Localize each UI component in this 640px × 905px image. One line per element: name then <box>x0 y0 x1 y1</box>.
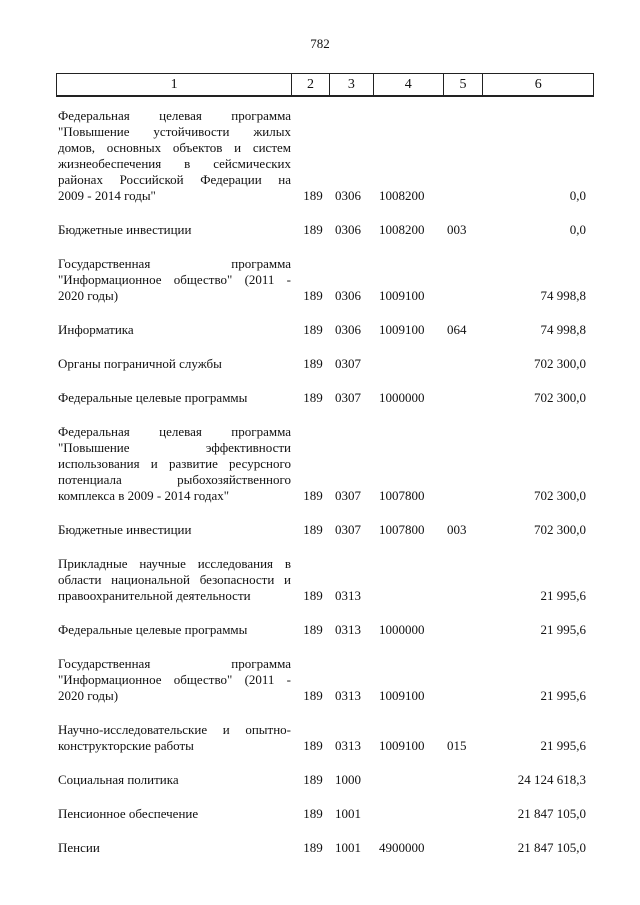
row-col-2: 189 <box>303 488 323 503</box>
table-row <box>58 222 586 238</box>
row-col-6: 21 995,6 <box>540 688 586 703</box>
table-row <box>58 108 586 204</box>
row-name-line: 2020 годы) <box>58 688 119 703</box>
row-name-line: 2020 годы) <box>58 288 119 303</box>
row-col-4: 1008200 <box>379 188 425 203</box>
row-col-6: 702 300,0 <box>534 390 586 405</box>
row-name <box>58 356 291 372</box>
row-name-line: потенциала рыбохозяйственного <box>58 472 291 487</box>
row-col-6: 21 995,6 <box>540 588 586 603</box>
row-col-3: 0306 <box>335 288 361 303</box>
row-col-2: 189 <box>303 390 323 405</box>
row-col-4: 1000000 <box>379 622 425 637</box>
table-row <box>58 772 586 788</box>
row-name-line: 2009 - 2014 годы" <box>58 188 156 203</box>
header-col-6: 6 <box>534 76 542 92</box>
row-col-2: 189 <box>303 772 323 787</box>
row-col-5: 015 <box>447 738 467 753</box>
table-row <box>58 806 586 822</box>
row-col-5: 003 <box>447 222 467 237</box>
row-col-3: 0307 <box>335 356 361 371</box>
row-col-2: 189 <box>303 622 323 637</box>
table-row <box>58 556 586 604</box>
row-col-6: 21 847 105,0 <box>517 840 586 855</box>
row-col-6: 21 847 105,0 <box>517 806 586 821</box>
row-col-3: 1001 <box>335 840 361 855</box>
table-row <box>58 840 586 856</box>
row-col-3: 0313 <box>335 738 361 753</box>
row-col-6: 0,0 <box>569 188 586 203</box>
row-name <box>58 322 291 338</box>
row-col-4: 1007800 <box>379 522 425 537</box>
row-col-3: 0313 <box>335 588 361 603</box>
row-name-line: Федеральные целевые программы <box>58 622 248 637</box>
row-col-2: 189 <box>303 222 323 237</box>
row-col-2: 189 <box>303 688 323 703</box>
row-name-line: Бюджетные инвестиции <box>58 222 192 237</box>
row-col-2: 189 <box>303 588 323 603</box>
row-col-6: 702 300,0 <box>534 488 586 503</box>
row-name <box>58 772 291 788</box>
row-name <box>58 840 291 856</box>
row-name-line: Социальная политика <box>58 772 179 787</box>
row-name-line: "Повышение устойчивости жилых <box>58 124 291 139</box>
row-name-line: комплекса в 2009 - 2014 годах" <box>58 488 230 503</box>
row-col-2: 189 <box>303 840 323 855</box>
row-col-2: 189 <box>303 738 323 753</box>
row-col-2: 189 <box>303 356 323 371</box>
row-col-3: 0306 <box>335 222 361 237</box>
row-name-line: Бюджетные инвестиции <box>58 522 192 537</box>
row-col-2: 189 <box>303 322 323 337</box>
row-name-line: "Информационное общество" (2011 - <box>58 272 291 287</box>
row-col-4: 1009100 <box>379 688 425 703</box>
row-col-6: 74 998,8 <box>540 288 586 303</box>
row-col-3: 1001 <box>335 806 361 821</box>
table-row <box>58 424 586 504</box>
row-name-line: Федеральные целевые программы <box>58 390 248 405</box>
row-col-4: 1009100 <box>379 738 425 753</box>
row-name <box>58 522 291 538</box>
row-col-6: 24 124 618,3 <box>517 772 586 787</box>
row-col-2: 189 <box>303 522 323 537</box>
table-row <box>58 622 586 638</box>
row-col-3: 0313 <box>335 622 361 637</box>
row-name <box>58 222 291 238</box>
page-number: 782 <box>310 36 330 51</box>
row-col-4: 1000000 <box>379 390 425 405</box>
row-name <box>58 722 291 754</box>
row-name <box>58 556 291 604</box>
row-col-4: 1009100 <box>379 288 425 303</box>
row-name <box>58 424 291 504</box>
table-body <box>58 108 586 874</box>
row-name <box>58 108 291 204</box>
row-name <box>58 656 291 704</box>
header-col-1: 1 <box>57 74 292 95</box>
row-col-4: 1009100 <box>379 322 425 337</box>
row-col-6: 74 998,8 <box>540 322 586 337</box>
row-col-3: 1000 <box>335 772 361 787</box>
table-row <box>58 656 586 704</box>
row-col-4: 1007800 <box>379 488 425 503</box>
table-row <box>58 322 586 338</box>
table-row <box>58 256 586 304</box>
row-name-line: конструкторские работы <box>58 738 194 753</box>
table-header <box>56 73 594 97</box>
row-col-3: 0307 <box>335 390 361 405</box>
row-col-6: 0,0 <box>569 222 586 237</box>
row-col-4: 4900000 <box>379 840 425 855</box>
header-col-2: 2 <box>292 74 330 95</box>
row-name-line: области национальной безопасности и <box>58 572 291 587</box>
row-col-6: 702 300,0 <box>534 522 586 537</box>
row-name-line: Федеральная целевая программа <box>58 108 291 123</box>
row-name-line: Федеральная целевая программа <box>58 424 291 439</box>
header-col-4: 4 <box>374 74 444 95</box>
table-row <box>58 522 586 538</box>
row-name-line: домов, основных объектов и систем <box>58 140 291 155</box>
row-name-line: Пенсии <box>58 840 100 855</box>
row-name <box>58 256 291 304</box>
header-col-5: 5 <box>444 74 484 95</box>
row-col-2: 189 <box>303 188 323 203</box>
table-row <box>58 356 586 372</box>
row-name <box>58 390 291 406</box>
row-col-5: 064 <box>447 322 467 337</box>
row-col-3: 0307 <box>335 488 361 503</box>
row-name-line: правоохранительной деятельности <box>58 588 251 603</box>
row-name-line: Государственная программа <box>58 256 291 271</box>
row-name-line: Прикладные научные исследования в <box>58 556 291 571</box>
table-row <box>58 390 586 406</box>
row-name-line: жизнеобеспечения в сейсмических <box>58 156 291 171</box>
row-name-line: "Повышение эффективности <box>58 440 291 455</box>
row-col-5: 003 <box>447 522 467 537</box>
row-name-line: "Информационное общество" (2011 - <box>58 672 291 687</box>
row-col-6: 21 995,6 <box>540 738 586 753</box>
row-col-6: 702 300,0 <box>534 356 586 371</box>
row-name <box>58 806 291 822</box>
row-name-line: использования и развитие ресурсного <box>58 456 291 471</box>
row-name-line: Государственная программа <box>58 656 291 671</box>
row-col-3: 0306 <box>335 188 361 203</box>
header-col-3: 3 <box>330 74 374 95</box>
row-col-6: 21 995,6 <box>540 622 586 637</box>
row-col-2: 189 <box>303 806 323 821</box>
row-name-line: Научно-исследовательские и опытно- <box>58 722 291 737</box>
row-col-4: 1008200 <box>379 222 425 237</box>
row-name-line: Информатика <box>58 322 134 337</box>
table-row <box>58 722 586 754</box>
row-name-line: Пенсионное обеспечение <box>58 806 199 821</box>
row-name-line: Органы пограничной службы <box>58 356 222 371</box>
row-col-3: 0306 <box>335 322 361 337</box>
row-col-2: 189 <box>303 288 323 303</box>
row-name <box>58 622 291 638</box>
row-col-3: 0313 <box>335 688 361 703</box>
row-name-line: районах Российской Федерации на <box>58 172 291 187</box>
row-col-3: 0307 <box>335 522 361 537</box>
